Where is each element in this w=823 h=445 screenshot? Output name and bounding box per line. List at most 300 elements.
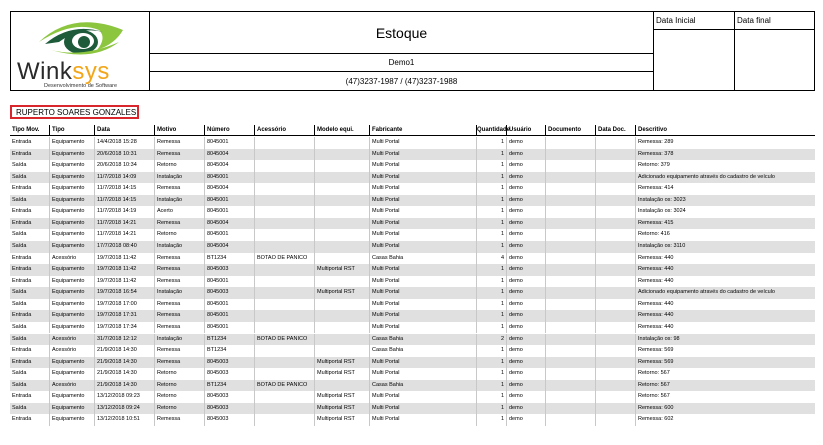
cell-acessorio: [254, 322, 314, 334]
table-row: [10, 206, 815, 218]
cell-tipo: Equipamento: [49, 218, 94, 230]
logo-tagline: Desenvolvimento de Software: [44, 83, 118, 89]
cell-descritivo: Remessa: 602: [635, 414, 815, 426]
table-row: [10, 299, 815, 311]
cell-acessorio: [254, 276, 314, 288]
cell-descritivo: Remessa: 440: [635, 253, 815, 265]
cell-tipo-mov: Entrada: [12, 150, 32, 157]
cell-usuario: demo: [506, 310, 545, 322]
cell-tipo-mov: Entrada: [12, 347, 32, 354]
cell-descritivo: Remessa: 600: [635, 403, 815, 415]
cell-documento: [545, 206, 595, 218]
cell-motivo: Remessa: [154, 218, 204, 230]
cell-motivo: Retorno: [154, 380, 204, 392]
cell-data-doc: [595, 322, 635, 334]
cell-tipo: Equipamento: [49, 357, 94, 369]
cell-modelo-equi: [314, 310, 369, 322]
cell-usuario: demo: [506, 299, 545, 311]
cell-fabricante: Multi Portal: [369, 391, 476, 403]
logo-wordmark: Winksys: [17, 58, 110, 85]
cell-quantidade: 1: [476, 241, 506, 253]
cell-data: 14/4/2018 15:28: [94, 137, 154, 149]
cell-numero: 8045003: [204, 357, 254, 369]
cell-data-doc: [595, 391, 635, 403]
cell-data: 11/7/2018 14:21: [94, 229, 154, 241]
cell-numero: BT1234: [204, 253, 254, 265]
cell-motivo: Acerto: [154, 206, 204, 218]
cell-usuario: demo: [506, 380, 545, 392]
cell-usuario: demo: [506, 253, 545, 265]
date-start-box: [654, 12, 735, 90]
cell-descritivo: Remessa: 440: [635, 322, 815, 334]
column-header-descritivo: Descritivo: [635, 125, 815, 135]
cell-data-doc: [595, 403, 635, 415]
cell-data-doc: [595, 276, 635, 288]
table-row: [10, 137, 815, 149]
cell-acessorio: [254, 345, 314, 357]
cell-motivo: Retorno: [154, 403, 204, 415]
cell-fabricante: Multi Portal: [369, 241, 476, 253]
company-name: Demo1: [150, 54, 653, 72]
cell-documento: [545, 137, 595, 149]
cell-usuario: demo: [506, 368, 545, 380]
cell-documento: [545, 264, 595, 276]
cell-modelo-equi: [314, 322, 369, 334]
cell-data-doc: [595, 218, 635, 230]
cell-quantidade: 1: [476, 287, 506, 299]
cell-usuario: demo: [506, 334, 545, 346]
cell-quantidade: 2: [476, 334, 506, 346]
cell-modelo-equi: [314, 172, 369, 184]
table-row: [10, 229, 815, 241]
cell-motivo: Retorno: [154, 368, 204, 380]
cell-modelo-equi: [314, 299, 369, 311]
cell-tipo: Equipamento: [49, 149, 94, 161]
cell-data: 19/7/2018 17:00: [94, 299, 154, 311]
cell-documento: [545, 160, 595, 172]
cell-modelo-equi: [314, 206, 369, 218]
cell-tipo-mov: Saída: [12, 243, 27, 250]
cell-documento: [545, 403, 595, 415]
cell-descritivo: Adicionado equipamento através do cadastro de veículo: [635, 172, 815, 184]
cell-quantidade: 1: [476, 368, 506, 380]
cell-tipo: Equipamento: [49, 414, 94, 426]
cell-acessorio: [254, 414, 314, 426]
cell-tipo: Acessório: [49, 253, 94, 265]
cell-motivo: Remessa: [154, 149, 204, 161]
cell-documento: [545, 334, 595, 346]
cell-fabricante: Multi Portal: [369, 137, 476, 149]
cell-tipo-mov: Saída: [12, 196, 27, 203]
cell-fabricante: Casas Bahia: [369, 334, 476, 346]
cell-tipo-mov: Entrada: [12, 277, 32, 284]
cell-descritivo: Remessa: 569: [635, 357, 815, 369]
cell-tipo: Equipamento: [49, 229, 94, 241]
cell-usuario: demo: [506, 137, 545, 149]
cell-quantidade: 1: [476, 310, 506, 322]
cell-data: 20/6/2018 10:31: [94, 149, 154, 161]
cell-quantidade: 1: [476, 206, 506, 218]
table-row: [10, 160, 815, 172]
cell-usuario: demo: [506, 229, 545, 241]
table-row: [10, 287, 815, 299]
cell-acessorio: [254, 218, 314, 230]
cell-acessorio: [254, 357, 314, 369]
cell-data: 19/7/2018 11:42: [94, 253, 154, 265]
cell-tipo: Equipamento: [49, 160, 94, 172]
title-block: [150, 12, 654, 90]
cell-motivo: Instalação: [154, 334, 204, 346]
table-row: [10, 195, 815, 207]
cell-modelo-equi: [314, 149, 369, 161]
cell-documento: [545, 276, 595, 288]
column-header-usuario: Usuário: [506, 125, 545, 135]
cell-numero: 8045004: [204, 183, 254, 195]
table-row: [10, 276, 815, 288]
cell-motivo: Instalação: [154, 241, 204, 253]
cell-modelo-equi: Multiportal RST: [314, 403, 369, 415]
cell-numero: 8045001: [204, 195, 254, 207]
cell-tipo: Equipamento: [49, 391, 94, 403]
cell-numero: 8045003: [204, 403, 254, 415]
cell-data-doc: [595, 206, 635, 218]
cell-numero: 8045004: [204, 149, 254, 161]
cell-descritivo: Adicionado equipamento através do cadastro de veículo: [635, 287, 815, 299]
cell-documento: [545, 414, 595, 426]
cell-descritivo: Retorno: 567: [635, 368, 815, 380]
cell-acessorio: BOTAO DE PANICO: [254, 334, 314, 346]
cell-motivo: Remessa: [154, 414, 204, 426]
table-row: [10, 183, 815, 195]
cell-tipo-mov: Saída: [12, 323, 27, 330]
column-header-acessorio: Acessório: [254, 125, 314, 135]
cell-motivo: Remessa: [154, 345, 204, 357]
cell-acessorio: [254, 206, 314, 218]
cell-data-doc: [595, 149, 635, 161]
cell-numero: 8045003: [204, 391, 254, 403]
cell-descritivo: Remessa: 378: [635, 149, 815, 161]
cell-numero: 8045001: [204, 206, 254, 218]
cell-modelo-equi: [314, 160, 369, 172]
report-header: [10, 11, 815, 91]
cell-documento: [545, 345, 595, 357]
table-row: [10, 241, 815, 253]
cell-fabricante: Multi Portal: [369, 195, 476, 207]
cell-data-doc: [595, 172, 635, 184]
cell-fabricante: Casas Bahia: [369, 380, 476, 392]
table-row: [10, 345, 815, 357]
cell-descritivo: Retorno: 416: [635, 229, 815, 241]
cell-numero: 8045001: [204, 310, 254, 322]
cell-tipo-mov: Saída: [12, 162, 27, 169]
table-row: [10, 403, 815, 415]
cell-data: 11/7/2018 14:19: [94, 206, 154, 218]
cell-tipo-mov: Entrada: [12, 416, 32, 423]
cell-quantidade: 1: [476, 149, 506, 161]
cell-modelo-equi: [314, 345, 369, 357]
cell-numero: BT1234: [204, 380, 254, 392]
table-row: [10, 334, 815, 346]
cell-data: 11/7/2018 14:21: [94, 218, 154, 230]
cell-descritivo: Instalação os: 3023: [635, 195, 815, 207]
table-row: [10, 414, 815, 426]
cell-usuario: demo: [506, 357, 545, 369]
cell-tipo: Acessório: [49, 334, 94, 346]
table-header-row: [10, 125, 815, 136]
cell-documento: [545, 322, 595, 334]
cell-modelo-equi: [314, 229, 369, 241]
table-row: [10, 357, 815, 369]
cell-usuario: demo: [506, 264, 545, 276]
cell-documento: [545, 391, 595, 403]
cell-data: 21/9/2018 14:30: [94, 357, 154, 369]
cell-acessorio: [254, 229, 314, 241]
cell-data: 17/7/2018 08:40: [94, 241, 154, 253]
cell-tipo-mov: Saída: [12, 231, 27, 238]
column-header-documento: Documento: [545, 125, 595, 135]
cell-modelo-equi: [314, 334, 369, 346]
cell-data-doc: [595, 264, 635, 276]
cell-tipo: Equipamento: [49, 241, 94, 253]
cell-motivo: Remessa: [154, 264, 204, 276]
table-row: [10, 172, 815, 184]
cell-numero: 8045004: [204, 241, 254, 253]
cell-usuario: demo: [506, 218, 545, 230]
cell-descritivo: Remessa: 569: [635, 345, 815, 357]
cell-tipo-mov: Saída: [12, 335, 27, 342]
cell-usuario: demo: [506, 345, 545, 357]
cell-tipo-mov: Saída: [12, 404, 27, 411]
cell-acessorio: [254, 160, 314, 172]
cell-tipo-mov: Entrada: [12, 208, 32, 215]
cell-data-doc: [595, 345, 635, 357]
cell-data: 13/12/2018 10:51: [94, 414, 154, 426]
cell-data: 11/7/2018 14:09: [94, 172, 154, 184]
cell-motivo: Retorno: [154, 391, 204, 403]
cell-quantidade: 1: [476, 322, 506, 334]
cell-data: 20/6/2018 10:34: [94, 160, 154, 172]
cell-quantidade: 1: [476, 345, 506, 357]
cell-numero: 8045001: [204, 137, 254, 149]
table-row: [10, 310, 815, 322]
cell-documento: [545, 253, 595, 265]
cell-fabricante: Multi Portal: [369, 357, 476, 369]
company-phones: (47)3237-1987 / (47)3237-1988: [345, 76, 458, 86]
cell-descritivo: Remessa: 289: [635, 137, 815, 149]
cell-documento: [545, 172, 595, 184]
cell-data-doc: [595, 195, 635, 207]
cell-quantidade: 1: [476, 218, 506, 230]
cell-acessorio: [254, 137, 314, 149]
cell-modelo-equi: [314, 241, 369, 253]
cell-fabricante: Multi Portal: [369, 310, 476, 322]
cell-fabricante: Multi Portal: [369, 264, 476, 276]
cell-fabricante: Multi Portal: [369, 368, 476, 380]
column-header-modelo-equi: Modelo equi.: [314, 125, 369, 135]
cell-fabricante: Casas Bahia: [369, 253, 476, 265]
cell-motivo: Instalação: [154, 195, 204, 207]
cell-motivo: Remessa: [154, 137, 204, 149]
cell-data: 31/7/2018 12:12: [94, 334, 154, 346]
cell-tipo-mov: Saída: [12, 173, 27, 180]
cell-data-doc: [595, 414, 635, 426]
cell-tipo: Equipamento: [49, 172, 94, 184]
cell-descritivo: Instalação os: 3110: [635, 241, 815, 253]
cell-descritivo: Remessa: 415: [635, 218, 815, 230]
cell-quantidade: 1: [476, 137, 506, 149]
cell-modelo-equi: [314, 183, 369, 195]
table-row: [10, 368, 815, 380]
cell-descritivo: Remessa: 440: [635, 276, 815, 288]
cell-usuario: demo: [506, 241, 545, 253]
column-header-quantidade: Quantidade: [477, 127, 511, 133]
cell-motivo: Retorno: [154, 229, 204, 241]
cell-descritivo: Instalação os: 3024: [635, 206, 815, 218]
cell-data-doc: [595, 357, 635, 369]
cell-fabricante: Multi Portal: [369, 276, 476, 288]
cell-fabricante: Casas Bahia: [369, 345, 476, 357]
cell-modelo-equi: Multiportal RST: [314, 287, 369, 299]
cell-tipo: Acessório: [49, 380, 94, 392]
cell-fabricante: Multi Portal: [369, 160, 476, 172]
cell-usuario: demo: [506, 149, 545, 161]
cell-fabricante: Multi Portal: [369, 218, 476, 230]
table-row: [10, 380, 815, 392]
cell-numero: 8045001: [204, 172, 254, 184]
cell-tipo-mov: Entrada: [12, 219, 32, 226]
cell-quantidade: 1: [476, 160, 506, 172]
cell-quantidade: 1: [476, 357, 506, 369]
cell-usuario: demo: [506, 172, 545, 184]
cell-fabricante: Multi Portal: [369, 287, 476, 299]
cell-quantidade: 1: [476, 391, 506, 403]
date-end-label: Data final: [735, 12, 814, 30]
cell-numero: BT1234: [204, 334, 254, 346]
cell-modelo-equi: Multiportal RST: [314, 368, 369, 380]
report-title: Estoque: [150, 12, 653, 54]
cell-usuario: demo: [506, 403, 545, 415]
cell-numero: 8045003: [204, 287, 254, 299]
cell-tipo: Equipamento: [49, 137, 94, 149]
cell-tipo-mov: Entrada: [12, 139, 32, 145]
cell-fabricante: Multi Portal: [369, 172, 476, 184]
table-row: [10, 253, 815, 265]
cell-tipo-mov: Entrada: [12, 358, 32, 365]
cell-fabricante: Multi Portal: [369, 149, 476, 161]
cell-acessorio: [254, 299, 314, 311]
cell-numero: 8045003: [204, 264, 254, 276]
cell-fabricante: Multi Portal: [369, 299, 476, 311]
cell-modelo-equi: Multiportal RST: [314, 414, 369, 426]
cell-tipo-mov: Saída: [12, 289, 27, 296]
cell-tipo: Equipamento: [49, 299, 94, 311]
cell-modelo-equi: [314, 253, 369, 265]
cell-numero: 8045001: [204, 229, 254, 241]
cell-tipo: Equipamento: [49, 368, 94, 380]
cell-quantidade: 1: [476, 299, 506, 311]
cell-descritivo: Retorno: 567: [635, 391, 815, 403]
cell-usuario: demo: [506, 195, 545, 207]
cell-descritivo: Remessa: 440: [635, 299, 815, 311]
cell-data-doc: [595, 229, 635, 241]
column-header-fabricante: Fabricante: [369, 125, 476, 135]
table-row: [10, 264, 815, 276]
cell-data: 21/9/2018 14:30: [94, 380, 154, 392]
cell-numero: 8045001: [204, 276, 254, 288]
cell-tipo: Equipamento: [49, 195, 94, 207]
cell-data: 13/12/2018 09:24: [94, 403, 154, 415]
cell-documento: [545, 195, 595, 207]
cell-data: 21/9/2018 14:30: [94, 345, 154, 357]
cell-documento: [545, 368, 595, 380]
cell-motivo: Remessa: [154, 322, 204, 334]
cell-tipo-mov: Entrada: [12, 185, 32, 192]
table-row: [10, 149, 815, 161]
table-row: [10, 391, 815, 403]
cell-modelo-equi: [314, 137, 369, 149]
cell-documento: [545, 299, 595, 311]
cell-acessorio: [254, 310, 314, 322]
cell-quantidade: 1: [476, 264, 506, 276]
column-header-tipo-mov: Tipo Mov.: [12, 127, 40, 133]
cell-tipo-mov: Saída: [12, 300, 27, 307]
cell-motivo: Retorno: [154, 160, 204, 172]
cell-documento: [545, 380, 595, 392]
cell-quantidade: 1: [476, 414, 506, 426]
cell-motivo: Remessa: [154, 310, 204, 322]
cell-data-doc: [595, 368, 635, 380]
cell-fabricante: Multi Portal: [369, 206, 476, 218]
table-row: [10, 322, 815, 334]
cell-tipo-mov: Entrada: [12, 254, 32, 261]
cell-quantidade: 4: [476, 253, 506, 265]
cell-numero: 8045001: [204, 299, 254, 311]
cell-documento: [545, 218, 595, 230]
cell-documento: [545, 149, 595, 161]
cell-data-doc: [595, 253, 635, 265]
cell-data-doc: [595, 137, 635, 149]
cell-descritivo: Retorno: 379: [635, 160, 815, 172]
cell-quantidade: 1: [476, 403, 506, 415]
cell-documento: [545, 241, 595, 253]
cell-acessorio: [254, 287, 314, 299]
cell-usuario: demo: [506, 391, 545, 403]
cell-motivo: Instalação: [154, 287, 204, 299]
cell-quantidade: 1: [476, 183, 506, 195]
cell-motivo: Remessa: [154, 183, 204, 195]
cell-descritivo: Remessa: 440: [635, 310, 815, 322]
cell-data: 21/9/2018 14:30: [94, 368, 154, 380]
cell-quantidade: 1: [476, 276, 506, 288]
date-end-box: [735, 12, 814, 90]
cell-tipo: Equipamento: [49, 403, 94, 415]
cell-acessorio: [254, 172, 314, 184]
cell-acessorio: [254, 264, 314, 276]
cell-documento: [545, 287, 595, 299]
cell-quantidade: 1: [476, 229, 506, 241]
cell-documento: [545, 310, 595, 322]
cell-tipo-mov: Entrada: [12, 312, 32, 319]
cell-tipo: Equipamento: [49, 206, 94, 218]
cell-modelo-equi: Multiportal RST: [314, 357, 369, 369]
cell-usuario: demo: [506, 287, 545, 299]
winksys-eye-icon: [11, 12, 150, 62]
cell-tipo: Equipamento: [49, 276, 94, 288]
cell-data-doc: [595, 380, 635, 392]
cell-tipo: Equipamento: [49, 322, 94, 334]
cell-tipo: Equipamento: [49, 264, 94, 276]
cell-modelo-equi: [314, 276, 369, 288]
